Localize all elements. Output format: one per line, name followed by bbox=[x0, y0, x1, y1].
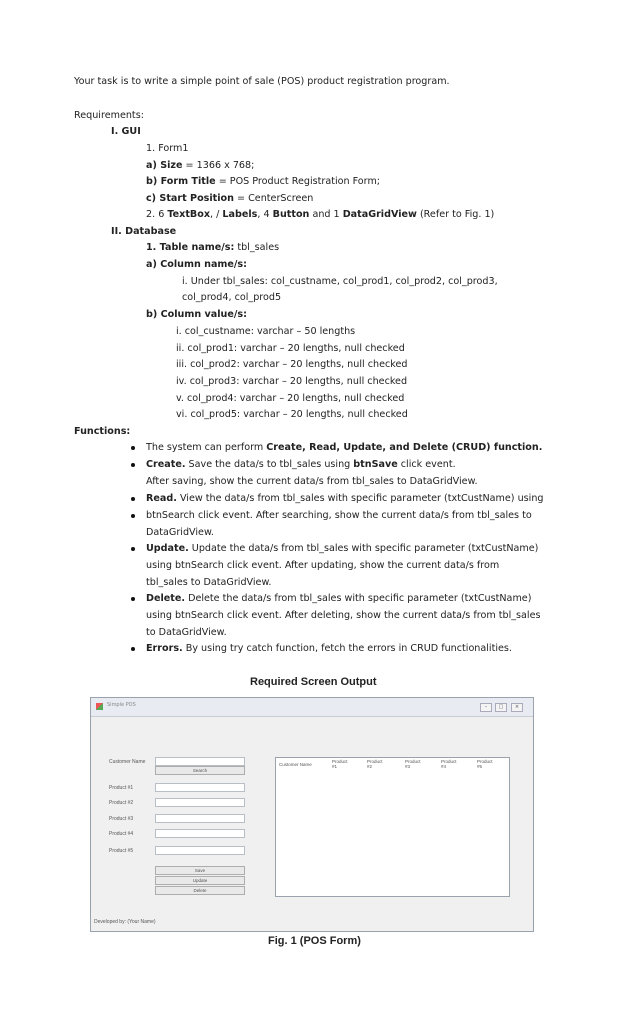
pos-form-figure bbox=[90, 697, 534, 932]
func-crud bbox=[146, 442, 542, 454]
product-textbox bbox=[155, 798, 245, 807]
gui-controls-sep3: and 1 bbox=[309, 209, 343, 220]
func-crud-bold: Create, Read, Update, and Delete (CRUD) function. bbox=[266, 442, 543, 453]
func-create-btnsave: btnSave bbox=[353, 459, 398, 470]
gui-form: 1. Form1 bbox=[146, 143, 189, 154]
gui-controls-sep1: , / bbox=[210, 209, 223, 220]
func-read-line2: btnSearch click event. After searching, show the current data/s from tbl_sales to bbox=[146, 510, 532, 521]
func-read-line3: DataGridView. bbox=[146, 527, 214, 538]
func-errors bbox=[146, 643, 512, 655]
db-colval-label: b) Column value/s: bbox=[146, 309, 247, 320]
product-label: Product #2 bbox=[109, 800, 134, 806]
func-delete-line3: to DataGridView. bbox=[146, 627, 227, 638]
customer-name-label: Customer Name bbox=[109, 759, 146, 765]
grid-header: Product #3 bbox=[405, 759, 421, 769]
db-table-value: tbl_sales bbox=[234, 242, 280, 253]
bullet-icon bbox=[131, 647, 135, 651]
func-update-line3: tbl_sales to DataGridView. bbox=[146, 577, 272, 588]
db-value: iii. col_prod2: varchar – 20 lengths, null checked bbox=[176, 359, 408, 370]
func-update-line2: using btnSearch click event. After updating, show the current data/s from bbox=[146, 560, 500, 571]
func-update-line1 bbox=[146, 543, 538, 555]
gui-title-label: b) Form Title bbox=[146, 176, 216, 187]
close-icon: × bbox=[511, 703, 523, 712]
gui-size bbox=[146, 160, 254, 172]
func-errors-label: Errors. bbox=[146, 643, 183, 654]
form-title: Simple POS bbox=[107, 702, 136, 708]
minimize-icon: – bbox=[480, 703, 492, 712]
func-read-line1 bbox=[146, 493, 544, 505]
gui-size-label: a) Size bbox=[146, 160, 183, 171]
func-delete-line2: using btnSearch click event. After deleting, show the current data/s from tbl_sales bbox=[146, 610, 541, 621]
product-label: Product #3 bbox=[109, 816, 134, 822]
functions-heading: Functions: bbox=[74, 426, 131, 437]
db-table-label: 1. Table name/s: bbox=[146, 242, 235, 253]
bullet-icon bbox=[131, 463, 135, 467]
product-label: Product #1 bbox=[109, 785, 134, 791]
update-button: Update bbox=[155, 876, 245, 885]
product-textbox bbox=[155, 829, 245, 838]
grid-header: Customer Name bbox=[279, 762, 312, 767]
gui-controls-button: Button bbox=[272, 209, 310, 220]
required-output-heading: Required Screen Output bbox=[250, 676, 377, 688]
search-button: Search bbox=[155, 766, 245, 775]
gui-controls bbox=[146, 209, 494, 221]
func-read-label: Read. bbox=[146, 493, 177, 504]
bullet-icon bbox=[131, 597, 135, 601]
gui-size-value: = 1366 x 768; bbox=[182, 160, 255, 171]
product-label: Product #5 bbox=[109, 848, 134, 854]
gui-controls-prefix: 2. 6 bbox=[146, 209, 168, 220]
db-colname-line2: col_prod4, col_prod5 bbox=[182, 292, 282, 303]
maximize-icon: □ bbox=[495, 703, 507, 712]
func-create-label: Create. bbox=[146, 459, 186, 470]
db-table bbox=[146, 242, 279, 254]
db-value: i. col_custname: varchar – 50 lengths bbox=[176, 326, 356, 337]
gui-controls-labels: Labels bbox=[222, 209, 258, 220]
gui-title bbox=[146, 176, 380, 188]
gui-title-value: = POS Product Registration Form; bbox=[215, 176, 381, 187]
func-crud-text: The system can perform bbox=[146, 442, 267, 453]
db-value: vi. col_prod5: varchar – 20 lengths, null checked bbox=[176, 409, 408, 420]
func-create-line2: After saving, show the current data/s from tbl_sales to DataGridView. bbox=[146, 476, 478, 487]
product-textbox bbox=[155, 814, 245, 823]
gui-controls-sep2: , 4 bbox=[257, 209, 273, 220]
bullet-icon bbox=[131, 547, 135, 551]
func-create-text-end: click event. bbox=[397, 459, 456, 470]
product-textbox bbox=[155, 783, 245, 792]
data-grid-view bbox=[275, 757, 510, 897]
func-delete-text: Delete the data/s from tbl_sales with specific parameter (txtCustName) bbox=[185, 593, 532, 604]
func-read-text: View the data/s from tbl_sales with specific parameter (txtCustName) using bbox=[176, 493, 544, 504]
customer-name-textbox bbox=[155, 757, 245, 766]
gui-start-value: = CenterScreen bbox=[233, 193, 314, 204]
database-heading: II. Database bbox=[111, 226, 177, 237]
requirements-label: Requirements: bbox=[74, 110, 144, 121]
developer-footer: Developed by: (Your Name) bbox=[94, 919, 156, 925]
func-errors-text: By using try catch function, fetch the errors in CRUD functionalities. bbox=[182, 643, 512, 654]
form-titlebar bbox=[91, 698, 533, 717]
func-update-text: Update the data/s from tbl_sales with specific parameter (txtCustName) bbox=[188, 543, 539, 554]
grid-header: Product #2 bbox=[367, 759, 383, 769]
product-label: Product #4 bbox=[109, 831, 134, 837]
db-colname-label: a) Column name/s: bbox=[146, 259, 247, 270]
intro-text: Your task is to write a simple point of sale (POS) product registration program. bbox=[74, 76, 450, 87]
bullet-icon bbox=[131, 446, 135, 450]
delete-button: Delete bbox=[155, 886, 245, 895]
figure-caption: Fig. 1 (POS Form) bbox=[268, 935, 361, 947]
bullet-icon bbox=[131, 497, 135, 501]
bullet-icon bbox=[131, 514, 135, 518]
func-delete-label: Delete. bbox=[146, 593, 186, 604]
db-colname-line1: i. Under tbl_sales: col_custname, col_prod1, col_prod2, col_prod3, bbox=[182, 276, 498, 287]
gui-controls-textbox: TextBox bbox=[167, 209, 211, 220]
db-value: v. col_prod4: varchar – 20 lengths, null checked bbox=[176, 393, 405, 404]
db-value: iv. col_prod3: varchar – 20 lengths, null checked bbox=[176, 376, 408, 387]
gui-controls-suffix: (Refer to Fig. 1) bbox=[416, 209, 495, 220]
app-icon bbox=[96, 703, 103, 710]
save-button: Save bbox=[155, 866, 245, 875]
func-create-text: Save the data/s to tbl_sales using bbox=[185, 459, 354, 470]
func-update-label: Update. bbox=[146, 543, 189, 554]
grid-header: Product #4 bbox=[441, 759, 457, 769]
gui-heading: I. GUI bbox=[111, 126, 141, 137]
gui-controls-datagridview: DataGridView bbox=[342, 209, 417, 220]
db-value: ii. col_prod1: varchar – 20 lengths, null checked bbox=[176, 343, 405, 354]
product-textbox bbox=[155, 846, 245, 855]
gui-start bbox=[146, 193, 313, 205]
grid-header: Product #5 bbox=[477, 759, 493, 769]
grid-header: Product #1 bbox=[332, 759, 348, 769]
gui-start-label: c) Start Position bbox=[146, 193, 234, 204]
func-delete-line1 bbox=[146, 593, 531, 605]
func-create-line1 bbox=[146, 459, 456, 471]
